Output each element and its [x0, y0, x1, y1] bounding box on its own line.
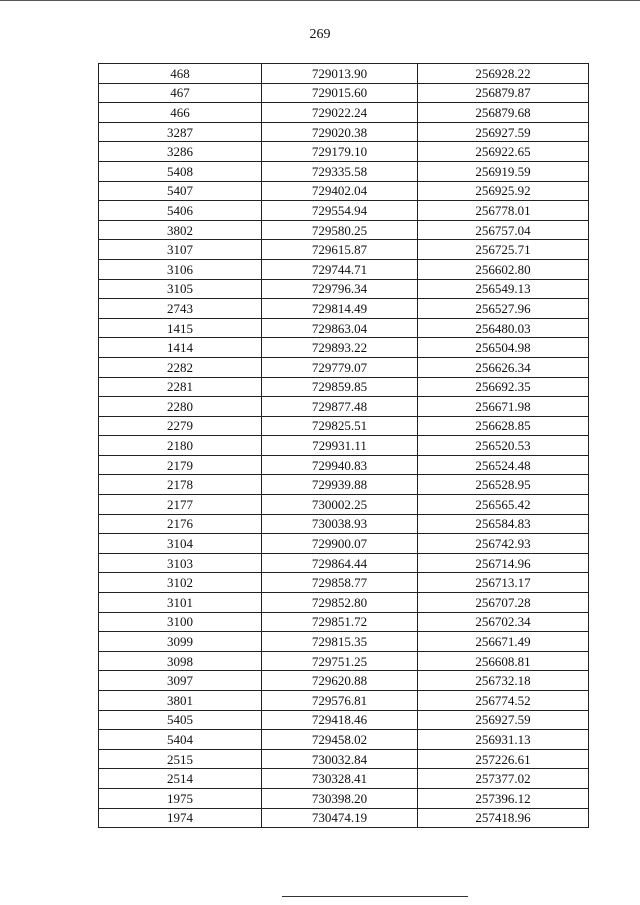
y-coordinate-cell: 256565.42: [418, 495, 589, 515]
x-coordinate-cell: 729940.83: [262, 455, 418, 475]
y-coordinate-cell: 256584.83: [418, 514, 589, 534]
point-id-cell: 2743: [99, 299, 262, 319]
x-coordinate-cell: 729779.07: [262, 357, 418, 377]
table-row: [99, 671, 589, 691]
y-coordinate-cell: 257377.02: [418, 769, 589, 789]
page-number: 269: [309, 27, 331, 42]
table-row: [99, 808, 589, 828]
point-id-cell: 5408: [99, 161, 262, 181]
point-id-cell: 5404: [99, 730, 262, 750]
x-coordinate-cell: 729744.71: [262, 259, 418, 279]
x-coordinate-cell: 730002.25: [262, 495, 418, 515]
point-id-cell: 3107: [99, 240, 262, 260]
x-coordinate-cell: 729335.58: [262, 161, 418, 181]
y-coordinate-cell: 256879.87: [418, 83, 589, 103]
y-coordinate-cell: 256524.48: [418, 455, 589, 475]
table-row: [99, 122, 589, 142]
y-coordinate-cell: 256742.93: [418, 534, 589, 554]
x-coordinate-cell: 729859.85: [262, 377, 418, 397]
point-id-cell: 3104: [99, 534, 262, 554]
point-id-cell: 3100: [99, 612, 262, 632]
y-coordinate-cell: 256671.98: [418, 397, 589, 417]
point-id-cell: 2180: [99, 436, 262, 456]
x-coordinate-cell: 729864.44: [262, 553, 418, 573]
point-id-cell: 3801: [99, 691, 262, 711]
x-coordinate-cell: 729931.11: [262, 436, 418, 456]
y-coordinate-cell: 256778.01: [418, 201, 589, 221]
table-row: [99, 514, 589, 534]
table-row: [99, 455, 589, 475]
table-row: [99, 475, 589, 495]
point-id-cell: 2515: [99, 749, 262, 769]
table-row: [99, 573, 589, 593]
point-id-cell: 1974: [99, 808, 262, 828]
point-id-cell: 467: [99, 83, 262, 103]
point-id-cell: 3286: [99, 142, 262, 162]
x-coordinate-cell: 729877.48: [262, 397, 418, 417]
table-row: [99, 259, 589, 279]
point-id-cell: 3287: [99, 122, 262, 142]
table-row: [99, 240, 589, 260]
table-row: [99, 730, 589, 750]
table-row: [99, 318, 589, 338]
table-row: [99, 691, 589, 711]
y-coordinate-cell: 256931.13: [418, 730, 589, 750]
y-coordinate-cell: 256692.35: [418, 377, 589, 397]
point-id-cell: 2279: [99, 416, 262, 436]
point-id-cell: 2179: [99, 455, 262, 475]
x-coordinate-cell: 729402.04: [262, 181, 418, 201]
table-row: [99, 338, 589, 358]
point-id-cell: 3097: [99, 671, 262, 691]
point-id-cell: 2178: [99, 475, 262, 495]
point-id-cell: 468: [99, 64, 262, 84]
table-row: [99, 279, 589, 299]
table-row: [99, 377, 589, 397]
y-coordinate-cell: 256774.52: [418, 691, 589, 711]
y-coordinate-cell: 256714.96: [418, 553, 589, 573]
table-row: [99, 416, 589, 436]
x-coordinate-cell: 729851.72: [262, 612, 418, 632]
x-coordinate-cell: 729814.49: [262, 299, 418, 319]
page-top-border: [0, 0, 640, 1]
x-coordinate-cell: 729580.25: [262, 220, 418, 240]
table-row: [99, 181, 589, 201]
y-coordinate-cell: 256626.34: [418, 357, 589, 377]
y-coordinate-cell: 256527.96: [418, 299, 589, 319]
y-coordinate-cell: 256925.92: [418, 181, 589, 201]
x-coordinate-cell: 730474.19: [262, 808, 418, 828]
point-id-cell: 5406: [99, 201, 262, 221]
point-id-cell: 2176: [99, 514, 262, 534]
point-id-cell: 5407: [99, 181, 262, 201]
point-id-cell: 2177: [99, 495, 262, 515]
x-coordinate-cell: 729458.02: [262, 730, 418, 750]
y-coordinate-cell: 256702.34: [418, 612, 589, 632]
y-coordinate-cell: 256504.98: [418, 338, 589, 358]
x-coordinate-cell: 729022.24: [262, 103, 418, 123]
x-coordinate-cell: 729620.88: [262, 671, 418, 691]
table-row: [99, 142, 589, 162]
table-row: [99, 612, 589, 632]
x-coordinate-cell: 729418.46: [262, 710, 418, 730]
x-coordinate-cell: 729751.25: [262, 651, 418, 671]
x-coordinate-cell: 729852.80: [262, 593, 418, 613]
x-coordinate-cell: 729015.60: [262, 83, 418, 103]
y-coordinate-cell: 256757.04: [418, 220, 589, 240]
point-id-cell: 1975: [99, 788, 262, 808]
x-coordinate-cell: 729179.10: [262, 142, 418, 162]
y-coordinate-cell: 256480.03: [418, 318, 589, 338]
point-id-cell: 5405: [99, 710, 262, 730]
y-coordinate-cell: 256928.22: [418, 64, 589, 84]
x-coordinate-cell: 729900.07: [262, 534, 418, 554]
y-coordinate-cell: 256520.53: [418, 436, 589, 456]
table-row: [99, 103, 589, 123]
y-coordinate-cell: 256528.95: [418, 475, 589, 495]
x-coordinate-cell: 729893.22: [262, 338, 418, 358]
y-coordinate-cell: 256608.81: [418, 651, 589, 671]
table-row: [99, 788, 589, 808]
y-coordinate-cell: 256671.49: [418, 632, 589, 652]
x-coordinate-cell: 729858.77: [262, 573, 418, 593]
x-coordinate-cell: 729796.34: [262, 279, 418, 299]
y-coordinate-cell: 257396.12: [418, 788, 589, 808]
x-coordinate-cell: 730032.84: [262, 749, 418, 769]
x-coordinate-cell: 729554.94: [262, 201, 418, 221]
point-id-cell: 1414: [99, 338, 262, 358]
y-coordinate-cell: 256927.59: [418, 122, 589, 142]
point-id-cell: 3098: [99, 651, 262, 671]
x-coordinate-cell: 730328.41: [262, 769, 418, 789]
point-id-cell: 3102: [99, 573, 262, 593]
table-row: [99, 201, 589, 221]
point-id-cell: 3101: [99, 593, 262, 613]
table-row: [99, 357, 589, 377]
x-coordinate-cell: 729815.35: [262, 632, 418, 652]
point-id-cell: 3105: [99, 279, 262, 299]
x-coordinate-cell: 729863.04: [262, 318, 418, 338]
y-coordinate-cell: 256628.85: [418, 416, 589, 436]
x-coordinate-cell: 729615.87: [262, 240, 418, 260]
y-coordinate-cell: 256927.59: [418, 710, 589, 730]
table-row: [99, 397, 589, 417]
table-row: [99, 64, 589, 84]
table-row: [99, 749, 589, 769]
x-coordinate-cell: 729576.81: [262, 691, 418, 711]
point-id-cell: 2281: [99, 377, 262, 397]
x-coordinate-cell: 729825.51: [262, 416, 418, 436]
point-id-cell: 2280: [99, 397, 262, 417]
y-coordinate-cell: 256732.18: [418, 671, 589, 691]
point-id-cell: 1415: [99, 318, 262, 338]
x-coordinate-cell: 729013.90: [262, 64, 418, 84]
coordinates-table-body: [99, 64, 589, 828]
x-coordinate-cell: 729939.88: [262, 475, 418, 495]
table-row: [99, 534, 589, 554]
point-id-cell: 3106: [99, 259, 262, 279]
x-coordinate-cell: 730398.20: [262, 788, 418, 808]
table-row: [99, 161, 589, 181]
point-id-cell: 3802: [99, 220, 262, 240]
y-coordinate-cell: 256919.59: [418, 161, 589, 181]
table-row: [99, 710, 589, 730]
point-id-cell: 3103: [99, 553, 262, 573]
y-coordinate-cell: 256725.71: [418, 240, 589, 260]
table-row: [99, 769, 589, 789]
point-id-cell: 2282: [99, 357, 262, 377]
table-row: [99, 593, 589, 613]
y-coordinate-cell: 257226.61: [418, 749, 589, 769]
footer-rule: [282, 896, 468, 897]
y-coordinate-cell: 256707.28: [418, 593, 589, 613]
table-row: [99, 299, 589, 319]
table-row: [99, 436, 589, 456]
table-row: [99, 220, 589, 240]
table-row: [99, 495, 589, 515]
point-id-cell: 2514: [99, 769, 262, 789]
table-row: [99, 553, 589, 573]
y-coordinate-cell: 257418.96: [418, 808, 589, 828]
table-row: [99, 651, 589, 671]
y-coordinate-cell: 256713.17: [418, 573, 589, 593]
y-coordinate-cell: 256549.13: [418, 279, 589, 299]
y-coordinate-cell: 256879.68: [418, 103, 589, 123]
coordinates-table: [98, 63, 589, 828]
table-row: [99, 83, 589, 103]
y-coordinate-cell: 256602.80: [418, 259, 589, 279]
y-coordinate-cell: 256922.65: [418, 142, 589, 162]
x-coordinate-cell: 729020.38: [262, 122, 418, 142]
x-coordinate-cell: 730038.93: [262, 514, 418, 534]
point-id-cell: 3099: [99, 632, 262, 652]
table-row: [99, 632, 589, 652]
point-id-cell: 466: [99, 103, 262, 123]
